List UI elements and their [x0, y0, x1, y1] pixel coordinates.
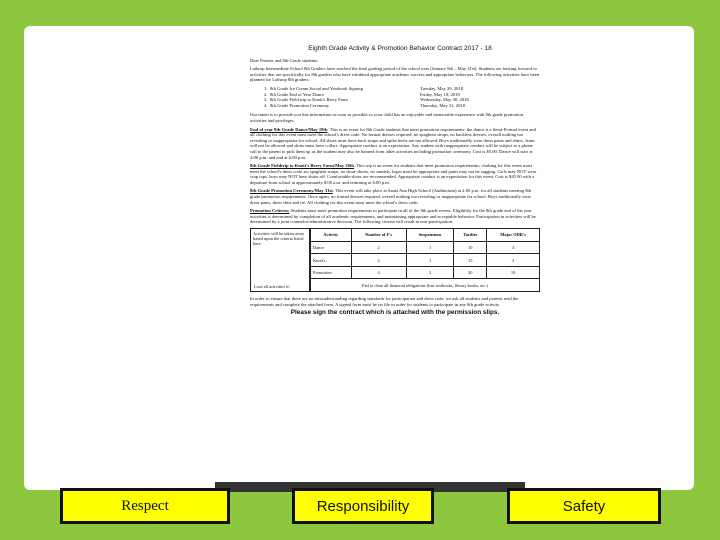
responsibility-button[interactable]: Responsibility	[292, 488, 434, 524]
dance-paragraph: End of year 8th Grade Dance/May 18th. This is an event for 8th Grade students that meet promotion requirements; the dance is a Semi-Formal event and all clothing for this event must meet the school's dress code. No formal dresses required, no spaghetti straps, no backless dresses, overall nothing too revealing or inappropriate for school. All shoes must have back straps and spike heels are not allowed. Boys traditionally wear dress pants and shirts. Jeans will not be allowed and shirts must have collars. Appropriate conduct is an expectation. Any student with inappropriate conduct will be subject to a phone call to the parent to pick them up as the student may also be banned from other activities including promotion ceremony. Cost is $5.00. Dance will start at 4:00 p.m. and end at 6:00 p.m.	[250, 126, 536, 160]
document-title: Eighth Grade Activity & Promotion Behavior Contract 2017 - 18	[308, 45, 492, 52]
criteria-note: Activities will be taken away based upon the criteria listed here. Lose all activities if:	[250, 228, 310, 292]
table-row: Knott's 2 1 15 3	[311, 254, 540, 267]
list-item: 1. 8th Grade Ice Cream Social and Yearbook Signing Tuesday, May 29, 2018	[264, 85, 464, 91]
table-row: Dance 2 1 10 3	[311, 241, 540, 254]
safety-button[interactable]: Safety	[507, 488, 661, 524]
respect-button[interactable]: Respect	[60, 488, 230, 524]
criteria-heading: Promotion Criteria:	[250, 208, 290, 214]
table-header-row: Activity Number of F's Suspensions Tardies Major ODR's	[311, 229, 540, 242]
slide-page	[24, 26, 694, 490]
list-item: 4. 8th Grade Promotion Ceremony Thursday, May 31, 2018	[264, 102, 465, 108]
intro-paragraph: Lathrop Intermediate School 8th Graders have reached the final grading period of the school year (January 9th – May 31st). Students are looking forward to activities that are specifically for 8th graders who have exhibited appropriate academic success and appropriate behaviors. The following activities have been planned for Lathrop 8th graders:	[250, 66, 540, 83]
lose-activities-label: Lose all activities if:	[254, 283, 290, 289]
dance-heading: End of year 8th Grade Dance/May 18th	[250, 126, 328, 132]
criteria-section	[250, 228, 540, 292]
promotion-paragraph: 8th Grade Promotion Ceremony/May 31st: This event will take place at Santa Ana High School (Auditorium) at 2:00 p.m. for all students meeting 8th grade promotion requirements. Once again, no formal dresses required, overall nothing too revealing or inappropriate for school. Boys traditionally wear dress pants, dress shirt and tie. All clothing for this event must meet the school's dress code.	[250, 188, 532, 205]
criteria-table	[310, 228, 540, 292]
list-item: 2. 8th Grade End of Year Dance Friday, May 18, 2018	[264, 91, 460, 97]
table-row: Promotion 4 2 20 10	[311, 266, 540, 279]
criteria-paragraph: Promotion Criteria: Students must meet promotion requirements to participate in all of the 8th grade events. Eligibility for the 8th grade end of the year activities is determined by completion of all academic requirements, and maintaining appropriate and acceptable behavior. Participation in activities will be determined by a joint counselor/administrative decision. The following criteria will result in non-participation:	[250, 208, 536, 225]
sign-instruction: Please sign the contract which is attached with the permission slips.	[290, 309, 500, 317]
intent-paragraph: Our intent is to provide you this information as soon as possible so your child has an enjoyable and memorable experience with 8th grade promotion activities and privileges.	[250, 112, 524, 123]
promotion-heading: 8th Grade Promotion Ceremony/May 31st	[250, 188, 333, 194]
fieldtrip-heading: 8th Grade Fieldtrip to Knott's Berry Farm/May 30th	[250, 163, 354, 169]
contract-document	[250, 46, 540, 316]
list-item: 3. 8th Grade Field trip to Knott's Berry Farm Wednesday, May 30, 2018	[264, 97, 469, 103]
salutation: Dear Parents and 8th Grade students:	[250, 57, 319, 63]
closing-paragraph: In order to ensure that there are no misunderstanding regarding standards for participation and dress code, we ask all students and parents read the requirements and complete the attached form. A signed form must be on file in order for students to participate in any 8th grade activity.	[250, 296, 519, 307]
table-footer-row: Fail to clear all financial obligations (lost textbooks, library books, etc.)	[311, 279, 540, 292]
events-list	[264, 86, 540, 108]
fieldtrip-paragraph: 8th Grade Fieldtrip to Knott's Berry Farm/May 30th. This trip is an event for students that meet promotion requirements; clothing for this event must meet the school's dress code–no spaghetti straps, no short-shorts, no sandals, logos must be appropriate and pants may not be sagging. Girls may NOT wear crop tops, boys may NOT have shirts off. Comfortable shoes are recommended. Appropriate conduct is an expectation for this event. Cost is $45.00 with a departure from school at approximately 8:00 a.m. and returning at 6:00 p.m.	[250, 163, 537, 185]
